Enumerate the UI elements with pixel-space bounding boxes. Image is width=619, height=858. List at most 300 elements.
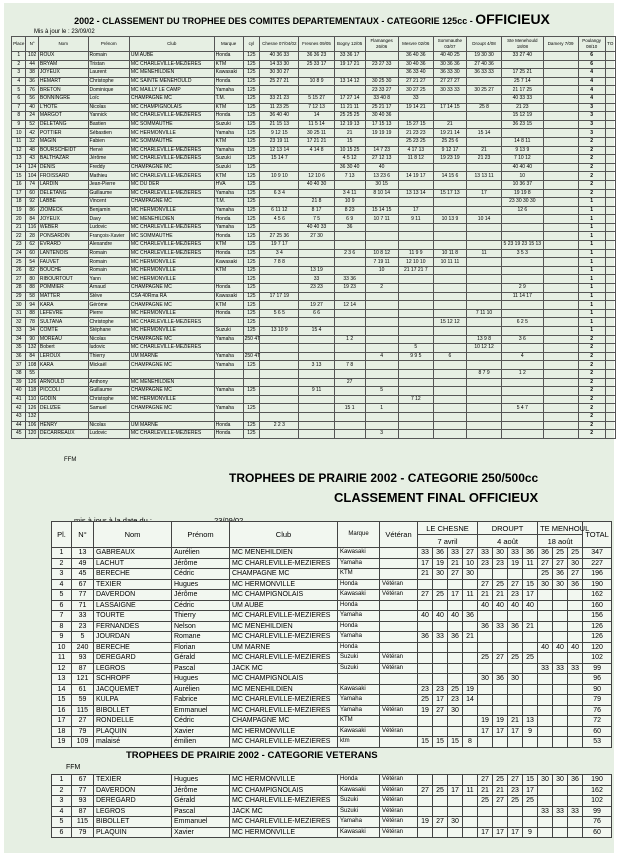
- table-cell: 11: [463, 785, 478, 796]
- table-cell: [466, 163, 501, 172]
- table-cell: 102: [583, 796, 612, 807]
- table-cell: Thierry: [88, 352, 129, 361]
- table-cell: [433, 387, 466, 396]
- table-cell: 3: [52, 796, 72, 807]
- table-cell: [543, 180, 578, 189]
- table-cell: [260, 404, 299, 413]
- table-cell: UM AUBE: [129, 52, 214, 61]
- table-125cc: [11, 36, 616, 439]
- table-cell: 30 15: [365, 180, 398, 189]
- table-cell: 6: [12, 94, 26, 103]
- table-cell: [243, 378, 260, 387]
- table-cell: [568, 737, 583, 748]
- table-cell: Yann: [88, 275, 129, 284]
- table-cell: [463, 600, 478, 611]
- table-cell: 125: [243, 301, 260, 310]
- table-cell: 30 25 30: [365, 77, 398, 86]
- table-cell: [478, 642, 493, 653]
- table-cell: KTM: [338, 569, 380, 580]
- table-cell: [418, 579, 433, 590]
- table-row: [52, 684, 612, 695]
- table-cell: Honda: [214, 430, 243, 439]
- table-cell: 26: [12, 266, 26, 275]
- table-cell: [508, 642, 523, 653]
- table-cell: [543, 421, 578, 430]
- table-cell: Honda: [338, 579, 380, 590]
- table-cell: [553, 705, 568, 716]
- table-cell: Yamaha: [214, 223, 243, 232]
- table-cell: 40: [553, 642, 568, 653]
- table-cell: [605, 266, 615, 275]
- table-cell: [448, 775, 463, 786]
- table-cell: 52: [26, 120, 38, 129]
- table-cell: [334, 232, 365, 241]
- table-cell: 10 9 10: [260, 172, 299, 181]
- col-event2: DROUPT: [478, 522, 538, 535]
- table-row: [12, 301, 616, 310]
- table-cell: [448, 716, 463, 727]
- table-cell: [543, 232, 578, 241]
- table-cell: 125: [243, 421, 260, 430]
- table-row: [12, 318, 616, 327]
- table-cell: 27: [72, 716, 94, 727]
- table-cell: 125: [243, 189, 260, 198]
- table-cell: [448, 827, 463, 838]
- table-cell: 15 14: [466, 129, 501, 138]
- table-cell: MC CHARLEVILLE-MEZIERES: [230, 611, 338, 622]
- table-cell: 2: [578, 430, 605, 439]
- table-row: [12, 86, 616, 95]
- table-cell: JOURDAN: [94, 632, 172, 643]
- table-cell: 74: [26, 180, 38, 189]
- table-cell: Hugues: [172, 674, 230, 685]
- table-cell: [543, 223, 578, 232]
- table-cell: 36 40 40: [260, 112, 299, 121]
- table-cell: 2 2 3: [260, 421, 299, 430]
- table-cell: 33: [478, 548, 493, 559]
- table-cell: 1: [578, 275, 605, 284]
- table-cell: [380, 674, 418, 685]
- table-cell: Kawasaki: [338, 726, 380, 737]
- table-cell: BERECHE: [94, 642, 172, 653]
- table-cell: [553, 674, 568, 685]
- table-cell: 14 8 11: [502, 137, 543, 146]
- table-cell: [478, 684, 493, 695]
- table-cell: [466, 206, 501, 215]
- table-cell: 22: [12, 232, 26, 241]
- table-cell: [543, 344, 578, 353]
- table-cell: 106: [26, 421, 38, 430]
- table-cell: [605, 155, 615, 164]
- table-cell: [605, 387, 615, 396]
- col-header: Nom: [38, 37, 88, 52]
- table-cell: [605, 378, 615, 387]
- table-cell: 36: [463, 611, 478, 622]
- table-row: [12, 112, 616, 121]
- table-cell: [260, 275, 299, 284]
- table-cell: [398, 301, 433, 310]
- table-cell: 33: [12, 327, 26, 336]
- table-cell: 11 23 25: [260, 103, 299, 112]
- table-cell: 8: [52, 621, 72, 632]
- table-cell: [299, 352, 334, 361]
- table-cell: 36: [568, 775, 583, 786]
- table-cell: 2 9: [502, 284, 543, 293]
- table-cell: 125: [243, 155, 260, 164]
- table-cell: 19 14 21: [398, 103, 433, 112]
- table-cell: Honda: [214, 249, 243, 258]
- table-row: [52, 827, 612, 838]
- table-cell: [568, 621, 583, 632]
- table-cell: 76: [583, 705, 612, 716]
- table-cell: [466, 387, 501, 396]
- table-cell: [538, 611, 553, 622]
- title-prefix: - CLASSEMENT DU TROPHEE DES COMITES DEPARTEMENTAUX - CATEGORIE 125cc -: [96, 16, 473, 26]
- table-cell: [478, 817, 493, 828]
- table-cell: LACHUT: [94, 558, 172, 569]
- table-cell: [299, 378, 334, 387]
- table-cell: 23 23: [299, 284, 334, 293]
- table-cell: PLAQUIN: [94, 726, 172, 737]
- table-row: [52, 705, 612, 716]
- table-cell: 6 11 12: [260, 206, 299, 215]
- table-cell: MC MENEHILDIEN: [129, 215, 214, 224]
- table-row: [52, 611, 612, 622]
- table-cell: HVA: [214, 180, 243, 189]
- table-cell: [466, 258, 501, 267]
- table-cell: [433, 412, 466, 421]
- table-cell: 4: [52, 806, 72, 817]
- table-cell: [543, 112, 578, 121]
- table-cell: [543, 137, 578, 146]
- table-cell: [463, 716, 478, 727]
- table-cell: MC CHARLEVILLE-MEZIERES: [230, 653, 338, 664]
- table-cell: [605, 215, 615, 224]
- table-row: [12, 215, 616, 224]
- table-cell: 6 6: [299, 309, 334, 318]
- table-cell: [538, 827, 553, 838]
- table-cell: 30 40 36: [365, 112, 398, 121]
- table-cell: [568, 817, 583, 828]
- table-cell: [553, 590, 568, 601]
- table-cell: [568, 684, 583, 695]
- table-cell: Cédric: [172, 716, 230, 727]
- table-cell: [214, 395, 243, 404]
- table-cell: 17: [12, 189, 26, 198]
- table-cell: 60: [583, 827, 612, 838]
- table-cell: [418, 726, 433, 737]
- section2-title: TROPHEES DE PRAIRIE 2002 - CATEGORIE 250/500cc: [229, 471, 539, 485]
- table-cell: 23 27 33: [365, 60, 398, 69]
- table-cell: [553, 684, 568, 695]
- table-cell: 17: [508, 827, 523, 838]
- table-cell: [605, 395, 615, 404]
- table-cell: [398, 318, 433, 327]
- table-cell: [493, 684, 508, 695]
- table-cell: 33: [493, 621, 508, 632]
- table-cell: Bastien: [88, 120, 129, 129]
- table-cell: 7 5: [299, 215, 334, 224]
- table-cell: 67: [72, 579, 94, 590]
- table-cell: 1: [578, 258, 605, 267]
- table-cell: Benjamin: [88, 206, 129, 215]
- table-cell: 125: [243, 249, 260, 258]
- table-cell: [605, 86, 615, 95]
- table-cell: [605, 258, 615, 267]
- table-cell: [553, 611, 568, 622]
- table-cell: HENRY: [38, 421, 88, 430]
- table-cell: [466, 378, 501, 387]
- col-header: Prénom: [88, 37, 129, 52]
- table-cell: [448, 796, 463, 807]
- table-cell: 10 11 11: [433, 258, 466, 267]
- table-cell: [433, 309, 466, 318]
- table-cell: [553, 796, 568, 807]
- table-cell: 23: [433, 684, 448, 695]
- table-cell: 36: [538, 548, 553, 559]
- table-cell: 15 17 13: [433, 189, 466, 198]
- table-cell: 1: [12, 52, 26, 61]
- table-cell: 12 10 10: [398, 258, 433, 267]
- table-cell: 93: [72, 653, 94, 664]
- table-cell: [543, 69, 578, 78]
- table-cell: [448, 621, 463, 632]
- table-cell: [398, 198, 433, 207]
- table-cell: 36: [12, 352, 26, 361]
- table-cell: ARNOULD: [38, 378, 88, 387]
- table-cell: PLAQUIN: [94, 827, 172, 838]
- table-cell: [334, 430, 365, 439]
- table-cell: [543, 266, 578, 275]
- table-row: [12, 352, 616, 361]
- table-cell: [365, 318, 398, 327]
- table-cell: 30: [478, 674, 493, 685]
- table-cell: 2: [578, 146, 605, 155]
- table-cell: [543, 335, 578, 344]
- table-cell: 40 40 40: [502, 163, 543, 172]
- table-cell: MC HERMONVILLE: [129, 275, 214, 284]
- table-cell: Yamaha: [214, 352, 243, 361]
- table-cell: MC CHARLEVILLE-MEZIERES: [129, 430, 214, 439]
- table-cell: 33: [553, 806, 568, 817]
- table-cell: [538, 705, 553, 716]
- table-cell: TEXIER: [94, 579, 172, 590]
- table-cell: 13 9 8: [466, 335, 501, 344]
- table-cell: 23 30 30 30: [502, 198, 543, 207]
- table-row: [12, 241, 616, 250]
- table-cell: Honda: [214, 77, 243, 86]
- table-cell: 30: [493, 548, 508, 559]
- table-cell: [418, 600, 433, 611]
- table-cell: 132: [26, 344, 38, 353]
- table-cell: 84: [26, 352, 38, 361]
- table-cell: [398, 361, 433, 370]
- table-cell: MC CHAMPIGNOLAIS: [230, 785, 338, 796]
- table-cell: 15 27 15: [398, 120, 433, 129]
- table-row: [12, 275, 616, 284]
- table-cell: 3 13: [299, 361, 334, 370]
- table-cell: [553, 716, 568, 727]
- table-cell: [365, 369, 398, 378]
- table-cell: [508, 705, 523, 716]
- table-cell: [543, 352, 578, 361]
- table-cell: [538, 817, 553, 828]
- table-cell: 3 5 3: [502, 249, 543, 258]
- table-cell: 19: [508, 558, 523, 569]
- table-cell: Kawasaki: [214, 69, 243, 78]
- table-row: [12, 206, 616, 215]
- col-header: Chesne 07/04/02: [260, 37, 299, 52]
- table-cell: [605, 146, 615, 155]
- table-125cc-header: [12, 37, 616, 52]
- table-cell: ROUX: [38, 52, 88, 61]
- table-cell: [260, 369, 299, 378]
- table-cell: 30 36 36: [433, 60, 466, 69]
- table-cell: 1: [578, 284, 605, 293]
- table-250-header-row1: [52, 522, 612, 535]
- table-cell: 44: [26, 60, 38, 69]
- table-cell: 80: [26, 275, 38, 284]
- table-cell: 25: [568, 548, 583, 559]
- table-cell: [466, 137, 501, 146]
- table-cell: [523, 705, 538, 716]
- table-cell: 76: [26, 86, 38, 95]
- table-cell: 5: [365, 387, 398, 396]
- table-cell: Emmanuel: [172, 705, 230, 716]
- table-cell: 30: [463, 569, 478, 580]
- table-cell: 9 13 9: [502, 146, 543, 155]
- table-cell: Suzuki: [338, 663, 380, 674]
- table-cell: 126: [583, 632, 612, 643]
- table-cell: 21: [478, 785, 493, 796]
- table-cell: 27: [478, 579, 493, 590]
- table-cell: [433, 206, 466, 215]
- table-cell: 77: [72, 590, 94, 601]
- table-cell: 27: [538, 558, 553, 569]
- table-cell: 30: [448, 817, 463, 828]
- table-cell: Stève: [88, 292, 129, 301]
- table-cell: [433, 663, 448, 674]
- table-cell: 19: [12, 206, 26, 215]
- table-cell: [605, 361, 615, 370]
- table-cell: 37: [12, 361, 26, 370]
- table-cell: [398, 404, 433, 413]
- table-cell: ktm: [338, 737, 380, 748]
- title-year: 2002: [74, 16, 95, 26]
- table-cell: Cédric: [172, 600, 230, 611]
- table-cell: [543, 292, 578, 301]
- col-event1: LE CHESNE: [418, 522, 478, 535]
- table-cell: [299, 421, 334, 430]
- table-cell: 2: [578, 404, 605, 413]
- table-cell: 43: [26, 155, 38, 164]
- table-cell: MC MENEHILDIEN: [230, 548, 338, 559]
- table-cell: [605, 137, 615, 146]
- table-cell: [433, 642, 448, 653]
- table-cell: Gérald: [172, 796, 230, 807]
- table-cell: 36: [448, 632, 463, 643]
- table-cell: 10 14: [466, 215, 501, 224]
- table-cell: 8 17: [299, 206, 334, 215]
- table-cell: Vincent: [88, 198, 129, 207]
- table-cell: 7 19 11: [365, 258, 398, 267]
- table-cell: 4: [502, 352, 543, 361]
- table-cell: 115: [72, 705, 94, 716]
- col-prenom: Prénom: [172, 522, 230, 548]
- table-cell: [433, 806, 448, 817]
- table-cell: 87: [72, 663, 94, 674]
- table-cell: 33: [398, 94, 433, 103]
- col-event3: TE MENHOUL: [538, 522, 583, 535]
- table-cell: 125: [243, 69, 260, 78]
- col-n: N°: [72, 522, 94, 548]
- table-row: [52, 817, 612, 828]
- table-cell: Vétéran: [380, 590, 418, 601]
- table-veterans: [51, 774, 612, 838]
- table-cell: MC CHARLEVILLE-MEZIERES: [129, 189, 214, 198]
- table-cell: [299, 344, 334, 353]
- table-cell: [365, 69, 398, 78]
- table-cell: 23: [508, 785, 523, 796]
- table-cell: Dominique: [88, 86, 129, 95]
- table-cell: 25 25 6: [433, 137, 466, 146]
- table-cell: 56: [26, 94, 38, 103]
- table-cell: [466, 292, 501, 301]
- table-row: [12, 335, 616, 344]
- section3-title: TROPHEES DE PRAIRIE 2002 - CATEGORIE VETERANS: [126, 750, 378, 761]
- table-cell: Suzuki: [214, 120, 243, 129]
- table-cell: PICCOLI: [38, 387, 88, 396]
- table-cell: [463, 642, 478, 653]
- table-cell: [508, 684, 523, 695]
- table-cell: [463, 579, 478, 590]
- table-cell: 5 15 27: [299, 94, 334, 103]
- table-cell: [605, 172, 615, 181]
- table-cell: 5 23 19 23 15 13: [503, 241, 542, 248]
- table-cell: [523, 632, 538, 643]
- table-cell: 40: [478, 600, 493, 611]
- table-cell: 38: [12, 369, 26, 378]
- table-cell: [523, 569, 538, 580]
- table-cell: 23: [12, 241, 26, 250]
- table-cell: 126: [583, 621, 612, 632]
- table-cell: [380, 632, 418, 643]
- table-cell: MARGOT: [38, 112, 88, 121]
- table-cell: Jérôme: [172, 590, 230, 601]
- table-cell: [463, 653, 478, 664]
- table-cell: 60: [26, 249, 38, 258]
- table-cell: 1: [578, 249, 605, 258]
- table-cell: Ludovic: [88, 430, 129, 439]
- table-cell: Davy: [88, 215, 129, 224]
- table-cell: 21 17 21 7: [398, 266, 433, 275]
- col-event3-date: 18 août: [538, 535, 583, 548]
- table-cell: 25: [12, 258, 26, 267]
- table-cell: [433, 301, 466, 310]
- table-cell: MC CHARLEVILLE-MEZIERES: [129, 172, 214, 181]
- table-cell: 33: [538, 663, 553, 674]
- table-cell: MC HERMONVILLE: [230, 726, 338, 737]
- table-cell: [478, 569, 493, 580]
- table-cell: POTTIER: [38, 129, 88, 138]
- table-cell: [448, 579, 463, 590]
- table-cell: 25 7 14: [502, 77, 543, 86]
- table-cell: Jérôme: [172, 785, 230, 796]
- table-cell: 36: [568, 579, 583, 590]
- table-cell: [433, 653, 448, 664]
- table-cell: 13: [523, 716, 538, 727]
- table-cell: [299, 412, 334, 421]
